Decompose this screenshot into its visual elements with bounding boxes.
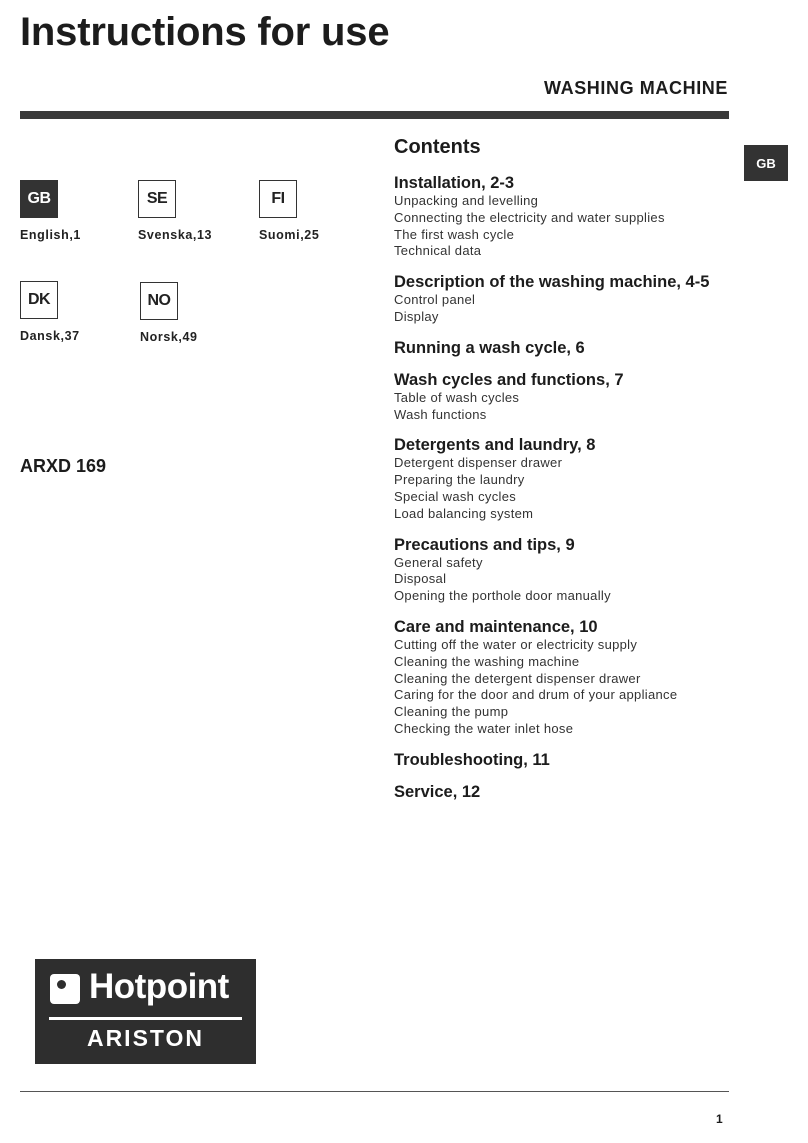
language-label: English,1 [20,228,81,242]
section-item[interactable]: Technical data [394,243,482,259]
section-title[interactable]: Precautions and tips, 9 [394,535,575,554]
language-code-box: SE [138,180,176,218]
section-item[interactable]: Table of wash cycles [394,389,520,405]
footer-divider [20,1091,729,1092]
contents-section [394,173,734,260]
section-item[interactable]: Wash functions [394,406,487,422]
model-number: ARXD 169 [20,456,107,476]
contents-section [394,272,734,326]
table-of-contents [394,136,734,814]
product-type: WASHING MACHINE [544,78,728,98]
section-item[interactable]: Cleaning the pump [394,704,509,720]
header-divider [20,111,729,119]
language-side-tab[interactable]: GB [744,145,788,181]
language-gb[interactable] [20,180,81,242]
contents-section [394,750,734,770]
section-item[interactable]: Cutting off the water or electricity supply [394,636,638,652]
section-item[interactable]: Cleaning the detergent dispenser drawer [394,670,641,686]
language-no[interactable] [140,282,198,344]
contents-section [394,617,734,738]
section-item[interactable]: Disposal [394,571,447,587]
contents-section [394,338,734,358]
language-label: Norsk,49 [140,330,198,344]
language-se[interactable] [138,180,212,242]
contents-section [394,435,734,522]
contents-section [394,370,734,424]
contents-section [394,782,734,802]
language-code-box: NO [140,282,178,320]
section-title[interactable]: Running a wash cycle, 6 [394,338,585,357]
section-title[interactable]: Service, 12 [394,782,481,801]
language-label: Suomi,25 [259,228,320,242]
logo-brand-text: Hotpoint [89,967,229,1006]
language-fi[interactable] [259,180,319,242]
contents-heading: Contents [394,136,481,158]
section-item[interactable]: Opening the porthole door manually [394,588,611,604]
section-item[interactable]: General safety [394,554,483,570]
section-title[interactable]: Installation, 2-3 [394,174,515,192]
language-code-box: FI [259,180,297,218]
language-label: Dansk,37 [20,329,80,343]
logo-divider [49,1017,242,1020]
section-item[interactable]: Display [394,308,439,324]
section-item[interactable]: Checking the water inlet hose [394,720,574,736]
logo-sub-text: ARISTON [86,1025,205,1051]
contents-section [394,535,734,605]
hotpoint-logo-icon [50,974,80,1004]
section-item[interactable]: Connecting the electricity and water supplies [394,209,665,225]
section-item[interactable]: Unpacking and levelling [394,193,539,208]
language-label: Svenska,13 [138,228,213,242]
section-item[interactable]: Control panel [394,292,476,308]
section-title[interactable]: Wash cycles and functions, 7 [394,370,624,389]
section-item[interactable]: Detergent dispenser drawer [394,455,563,471]
brand-logo [35,959,256,1064]
language-code-box: DK [20,281,58,319]
page-number: 1 [716,1112,723,1126]
section-item[interactable]: The first wash cycle [394,226,515,242]
language-code-box: GB [20,180,58,218]
page-title: Instructions for use [20,10,390,54]
section-title[interactable]: Troubleshooting, 11 [394,750,550,769]
section-item[interactable]: Preparing the laundry [394,472,525,488]
section-title[interactable]: Description of the washing machine, 4-5 [394,273,710,292]
section-item[interactable]: Load balancing system [394,505,534,521]
language-dk[interactable] [20,281,80,343]
section-title[interactable]: Care and maintenance, 10 [394,617,598,636]
section-title[interactable]: Detergents and laundry, 8 [394,436,596,455]
section-item[interactable]: Caring for the door and drum of your appliance [394,687,678,703]
section-item[interactable]: Cleaning the washing machine [394,653,580,669]
section-item[interactable]: Special wash cycles [394,488,517,504]
